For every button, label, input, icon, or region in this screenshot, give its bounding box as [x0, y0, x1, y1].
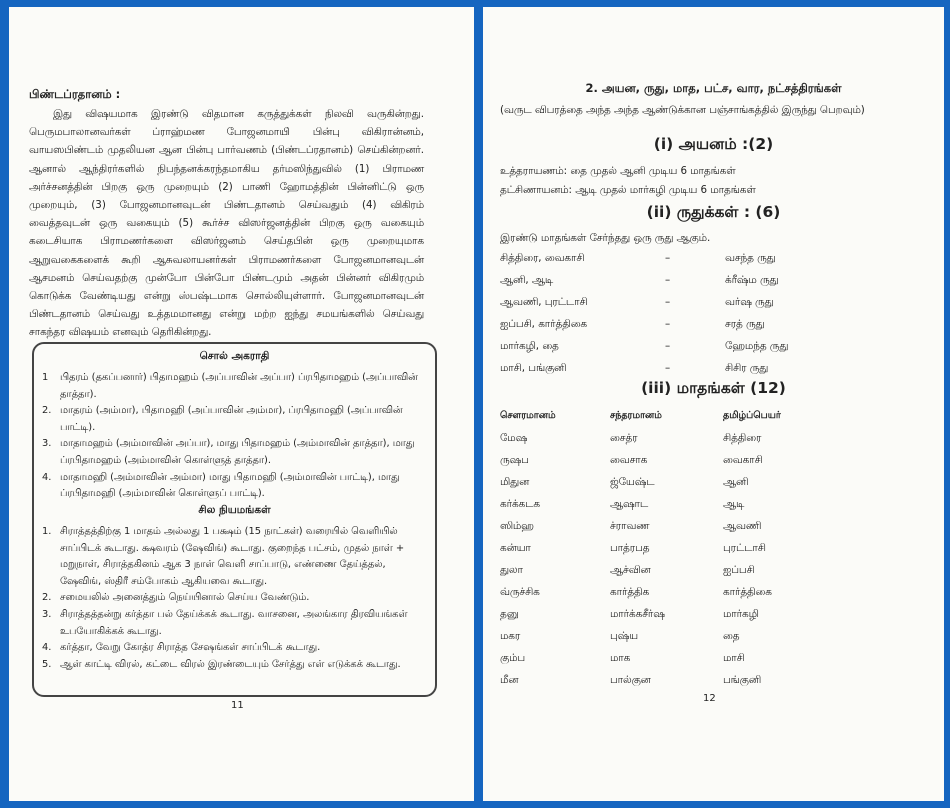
- season-name: க்ரீஷ்ம ருது: [725, 274, 779, 286]
- glossary-item: [42, 403, 427, 436]
- tamil-name-cell: ஆடி: [723, 498, 745, 510]
- glossary-item: [42, 436, 427, 469]
- season-dash: –: [665, 252, 671, 264]
- item-text: சமையலில் அனைத்தும் நெய்யினால் செய்ய வேண்டும்.: [60, 592, 310, 604]
- chandramanam-cell: மார்க்கசீர்ஷ: [610, 608, 665, 620]
- month-row: [500, 476, 920, 496]
- souramanam-cell: மீன: [500, 674, 519, 686]
- tamil-name-cell: பங்குனி: [723, 674, 762, 686]
- item-number: 5.: [42, 658, 52, 670]
- season-row: [500, 252, 900, 274]
- season-months: ஆனி, ஆடி: [500, 274, 554, 286]
- souramanam-cell: கர்க்கடக: [500, 498, 540, 510]
- month-row: [500, 586, 920, 606]
- tamil-name-cell: ஆவணி: [723, 520, 762, 532]
- season-row: [500, 318, 900, 340]
- season-dash: –: [665, 296, 671, 308]
- month-row: [500, 542, 920, 562]
- rule-item: [42, 657, 427, 674]
- column-header: சந்தரமானம்: [610, 410, 662, 421]
- tamil-name-cell: ஆனி: [723, 476, 749, 488]
- tamil-name-cell: சித்திரை: [723, 432, 762, 444]
- item-text: மாதரம் (அம்மா), பிதாமஹி (அப்பாவின் அம்மா), ப்ரபிதாமஹி (அப்பாவின் பாட்டி).: [60, 405, 403, 433]
- month-row: [500, 498, 920, 518]
- months-heading: (iii) மாதங்கள் (12): [641, 379, 786, 397]
- item-number: 2.: [42, 592, 52, 604]
- ayanam-line: தட்சிணாயனம்: ஆடி முதல் மார்கழி முடிய 6 மாதங்கள்: [500, 184, 756, 196]
- season-name: சிசிர ருது: [725, 362, 769, 374]
- tamil-name-cell: தை: [723, 630, 740, 642]
- season-months: மார்கழி, தை: [500, 340, 559, 352]
- item-number: 1.: [42, 526, 52, 537]
- item-number: 3.: [42, 608, 52, 620]
- souramanam-cell: மகர: [500, 630, 521, 642]
- souramanam-cell: ருஷப: [500, 454, 529, 466]
- season-name: வசந்த ருது: [725, 252, 776, 264]
- paragraph-text: இது விஷயமாக இரண்டு விதமான கருத்துக்கள் நிலவி வருகின்றது. பெருமபாலானவர்கள் ப்ராஹ்மண போஜனமாயி் பின்பு விகிரான்னம், வாயஸபிண்டம் முதலியன ஆன பின்பு பார்வணம் (பிண்டப்ரதானம்) செய்கின்றனர். ஆனால் ஆந்திரர்களில் நிபந்தனக்கரந்தமாகிய தர்மஸிந்துவில் (1) பிராமண அர்ச்சனத்தின் பிறகு ஒரு முறையும் (2) பாணி ஹோமத்தின் பின்னிட்டு ஒரு முறையும், (3) போஜனமானவுடன் பிண்டதானம் செய்வதும் (4) விகிரம் வைத்தவுடன் ஒரு வகையும் (5) கூர்ச்ச விஸர்ஜனத்தின் பிறகு ஒரு வகையும் கடைசியாக பிராமணர்களை விஸர்ஜனம் செய்தபின் ஒரு முறையுமாக ஆறுவகைகளைக் கூறி ஆசுவலாயனர்கள் பிராமணர்களை போஜனமானவுடன் ஆசமனம் செய்வதற்கு முன்போ பின்போ பிண்டமும் அதன் பின்னர் விகிரமும் கொடுக்க வேண்டியது என்று ஸ்பஷ்டமாக சொல்லியுள்ளார். போஜனமானவுடன் பிண்டதானம் செய்வது உத்தமமானது என்று மற்ற ஐந்து சமயங்களில் செய்வது சாகந்தர விஷயம் எனவும் தெரிகின்றது.: [29, 108, 424, 339]
- month-row: [500, 630, 920, 650]
- page-number: 12: [703, 693, 716, 704]
- chandramanam-cell: மாக: [610, 652, 631, 664]
- month-row: [500, 432, 920, 452]
- month-row: [500, 454, 920, 474]
- season-dash: –: [665, 318, 671, 330]
- body-paragraph: [29, 105, 424, 342]
- chapter-intro: (வருட விபரத்தை அந்த அந்த ஆண்டுக்கான பஞ்சாங்கத்தில் இருந்து பெறவும்): [500, 104, 865, 116]
- season-dash: –: [665, 340, 671, 352]
- chandramanam-cell: வைசாக: [610, 454, 648, 466]
- season-name: வர்ஷ ருது: [725, 296, 774, 308]
- section-heading: பிண்டப்ரதானம் :: [29, 87, 121, 101]
- season-dash: –: [665, 362, 671, 374]
- month-row: [500, 520, 920, 540]
- item-text: ஆள் காட்டி விரல், கட்டை விரல் இரண்டையும் சேர்த்து எள் எடுக்கக் கூடாது.: [60, 658, 401, 670]
- souramanam-cell: துலா: [500, 564, 523, 576]
- tamil-name-cell: ஐப்பசி: [723, 564, 755, 576]
- right-page: [483, 7, 944, 801]
- chandramanam-cell: பால்குன: [610, 674, 651, 686]
- tamil-name-cell: மாசி: [723, 652, 745, 664]
- tamil-name-cell: கார்த்திகை: [723, 586, 772, 598]
- glossary-title: சொல் அகராதி: [199, 350, 270, 362]
- item-text: கர்த்தா, வேறு கோத்ர சிராத்த சேஷங்கள் சாப்பிடக் கூடாது.: [60, 642, 321, 654]
- season-months: மாசி, பங்குனி: [500, 362, 567, 374]
- left-page: [9, 7, 474, 801]
- souramanam-cell: கும்ப: [500, 652, 526, 664]
- item-text: சிராத்தத்தன்று கர்த்தா பல் தேய்க்கக் கூடாது. வாசனை, அலங்கார திரவியங்கள் உபயோகிக்கக் கூடாது.: [60, 608, 408, 637]
- chandramanam-cell: ச்ராவண: [610, 520, 650, 532]
- tamil-name-cell: மார்கழி: [723, 608, 759, 620]
- item-text: மாதாமஹி (அம்மாவின் அம்மா) மாது பிதாமஹி (அம்மாவின் பாட்டி), மாது ப்ரபிதாமஹி (அம்மாவின் கொள்ளுப் பாட்டி).: [60, 471, 400, 500]
- glossary-box: [32, 342, 437, 697]
- souramanam-cell: ஸிம்ஹ: [500, 520, 534, 532]
- chapter-title: 2. அயன, ருது, மாத, பட்ச, வார, நட்சத்திரங்கள்: [585, 81, 842, 95]
- ruthu-heading: (ii) ருதுக்கள் : (6): [646, 203, 781, 221]
- page-number: 11: [231, 700, 244, 711]
- rules-title: சில நியமங்கள்: [198, 504, 271, 516]
- column-header: தமிழ்ப்பெயர்: [723, 410, 781, 421]
- glossary-item: [42, 370, 427, 403]
- rule-item: [42, 640, 427, 657]
- souramanam-cell: மேஷ: [500, 432, 528, 444]
- rule-item: [42, 607, 427, 640]
- souramanam-cell: மிதுன: [500, 476, 530, 488]
- month-row: [500, 674, 920, 694]
- season-months: ஐப்பசி, கார்த்திகை: [500, 318, 588, 330]
- ayanam-line: உத்தராயணம்: தை முதல் ஆனி முடிய 6 மாதங்கள்: [500, 165, 736, 177]
- item-number: 4.: [42, 642, 52, 654]
- item-number: 2.: [42, 405, 52, 417]
- souramanam-cell: தனு: [500, 608, 519, 620]
- season-months: ஆவணி, புரட்டாசி: [500, 296, 588, 308]
- chandramanam-cell: பாத்ரபத: [610, 542, 650, 554]
- item-text: சிராத்தத்திற்கு 1 மாதம் அல்லது 1 பக்ஷம் (15 நாட்கள்) வரையில் வெளியில் சாப்பிடக் கூடாது. க்ஷவரம் (ஷேவிங்) கூடாது. குறைந்த பட்சம், முதல் நாள் + மறுநாள், சிராத்தகினம் ஆக 3 நாள் வெளி சாப்பாடு, எண்ணை தேய்த்தல், ஷேவிங், ஸ்திரீ சம்போகம் ஆகியவை கூடாது.: [60, 526, 405, 587]
- season-name: ஹேமந்த ருது: [725, 340, 789, 352]
- item-text: மாதாமஹம் (அம்மாவின் அப்பா), மாது பிதாமஹம் (அம்மாவின் தாத்தா), மாது ப்ரபிதாமஹம் (அம்மாவின் கொள்ளுத் தாத்தா).: [60, 438, 415, 466]
- season-months: சித்திரை, வைகாசி: [500, 252, 585, 264]
- month-row: [500, 652, 920, 672]
- month-row: [500, 564, 920, 584]
- item-number: 1: [42, 372, 49, 383]
- season-row: [500, 340, 900, 362]
- months-table-header: [500, 410, 920, 426]
- ruthu-intro: இரண்டு மாதங்கள் சேர்ந்தது ஒரு ருது ஆகும்.: [500, 232, 711, 244]
- souramanam-cell: கன்யா: [500, 542, 531, 554]
- rule-item: [42, 590, 427, 607]
- glossary-item: [42, 470, 427, 503]
- ayanam-heading: (i) அயனம் :(2): [653, 135, 774, 153]
- tamil-name-cell: வைகாசி: [723, 454, 763, 466]
- season-row: [500, 274, 900, 296]
- rule-item: [42, 524, 427, 590]
- chandramanam-cell: ஜ்யேஷ்ட: [610, 476, 655, 488]
- rules-list: [42, 524, 427, 673]
- glossary-list: [42, 370, 427, 503]
- item-number: 3.: [42, 438, 52, 450]
- chandramanam-cell: கார்த்திக: [610, 586, 650, 598]
- season-dash: –: [665, 274, 671, 286]
- column-header: சௌரமானம்: [500, 410, 556, 421]
- month-row: [500, 608, 920, 628]
- item-text: பிதரம் (தகப்பனார்) பிதாமஹம் (அப்பாவின் அப்பா) ப்ரபிதாமஹம் (அப்பாவின் தாத்தா).: [60, 372, 418, 400]
- item-number: 4.: [42, 471, 52, 483]
- chandramanam-cell: ஆஷாட: [610, 498, 649, 510]
- chandramanam-cell: ஆச்வின: [610, 564, 651, 576]
- chandramanam-cell: புஷ்ய: [610, 630, 639, 642]
- tamil-name-cell: புரட்டாசி: [723, 542, 766, 554]
- souramanam-cell: வ்ருச்சிக: [500, 586, 540, 598]
- chandramanam-cell: சைத்ர: [610, 432, 638, 444]
- season-name: சரத் ருது: [725, 318, 765, 330]
- season-row: [500, 296, 900, 318]
